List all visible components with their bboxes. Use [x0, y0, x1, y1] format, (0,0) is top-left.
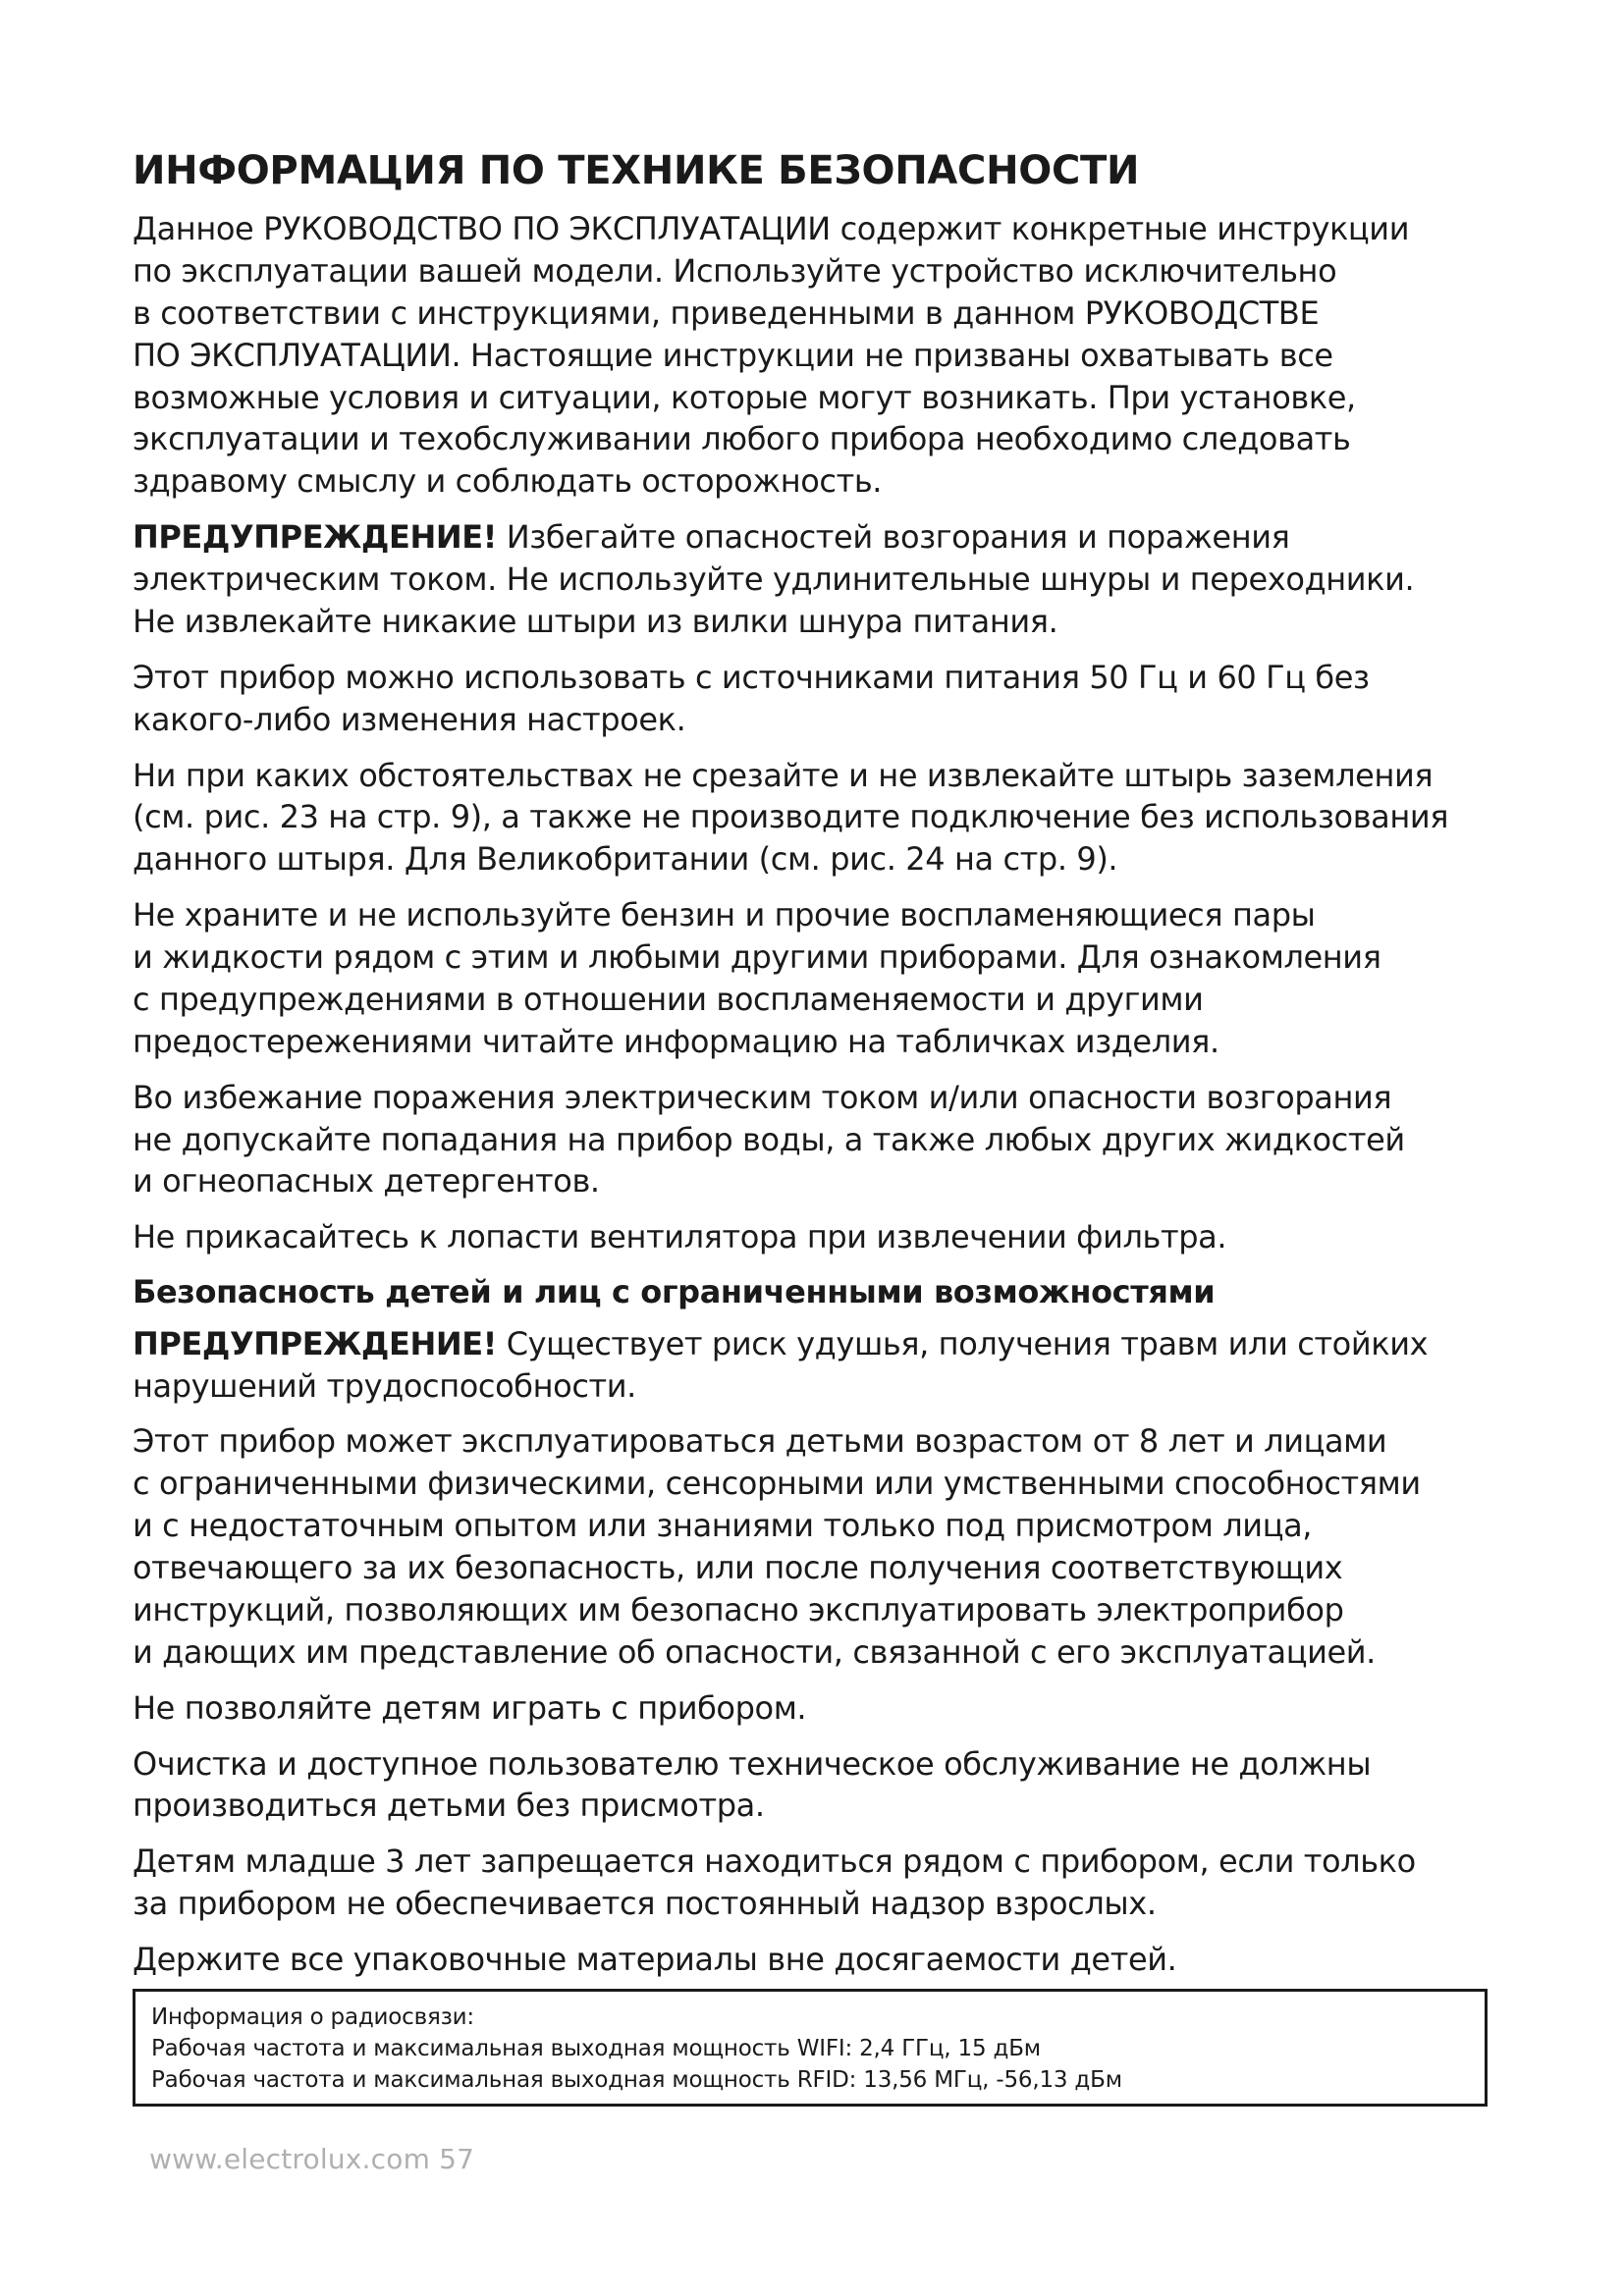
warning-label: ПРЕДУПРЕЖДЕНИЕ! — [133, 1324, 497, 1362]
cleaning-paragraph: Очистка и доступное пользователю техническое обслуживание не должны производиться детьми без присмотра. — [133, 1744, 1372, 1825]
radio-info-heading: Информация о радиосвязи: — [151, 2004, 474, 2030]
warning-suffocation — [133, 1323, 1507, 1408]
radio-info-box — [133, 1989, 1488, 2107]
water-paragraph: Во избежание поражения электрическим током и/или опасности возгорания не допускайте попадания на прибор воды, а также любых других жидкостей и огнеопасных детергентов. — [133, 1078, 1405, 1201]
warning-label: ПРЕДУПРЕЖДЕНИЕ! — [133, 518, 497, 557]
fan-paragraph: Не прикасайтесь к лопасти вентилятора при извлечении фильтра. — [133, 1218, 1227, 1256]
children-safety-heading: Безопасность детей и лиц с ограниченными возможностями — [133, 1273, 1216, 1311]
warning-text: Существует риск удушья, получения травм или стойких нарушений трудоспособности. — [133, 1324, 1429, 1405]
intro-paragraph: Данное РУКОВОДСТВО ПО ЭКСПЛУАТАЦИИ содержит конкретные инструкции по эксплуатации вашей модели. Используйте устройство исключительно в соответствии с инструкциями, приведенными в данном РУКОВОДСТВЕ ПО ЭКСПЛУАТАЦИИ. Настоящие инструкции не призваны охватывать все возможные условия и ситуации, которые могут возникать. При установке, эксплуатации и техобслуживании любого прибора необходимо следовать здравому смыслу и соблюдать осторожность. — [133, 210, 1410, 501]
footer-site: www.electrolux.com — [149, 2143, 431, 2175]
footer-page-number: 57 — [439, 2143, 475, 2175]
play-paragraph: Не позволяйте детям играть с прибором. — [133, 1688, 807, 1727]
warning-text: Избегайте опасностей возгорания и поражения электрическим током. Не используйте удлинительные шнуры и переходники. Не извлекайте никакие штыри из вилки шнура питания. — [133, 518, 1415, 640]
packaging-paragraph: Держите все упаковочные материалы вне досягаемости детей. — [133, 1941, 1177, 1979]
warning-fire-shock — [133, 516, 1507, 643]
page-footer — [149, 2143, 474, 2175]
grounding-paragraph: Ни при каких обстоятельствах не срезайте и не извлекайте штырь заземления (см. рис. 23 на стр. 9), а также не производите подключение без использования данного штыря. Для Великобритании (см. рис. 24 на стр. 9). — [133, 756, 1449, 879]
page-title: ИНФОРМАЦИЯ ПО ТЕХНИКЕ БЕЗОПАСНОСТИ — [133, 148, 1140, 193]
age-paragraph: Этот прибор может эксплуатироваться детьми возрастом от 8 лет и лицами с ограниченными физическими, сенсорными или умственными способностями и с недостаточным опытом или знаниями только под присмотром лица, отвечающего за их безопасность, или после получения соответствующих инструкций, позволяющих им безопасно эксплуатировать электроприбор и дающих им представление об опасности, связанной с его эксплуатацией. — [133, 1422, 1421, 1671]
under-3-paragraph: Детям младше 3 лет запрещается находиться рядом с прибором, если только за прибором не обеспечивается постоянный надзор взрослых. — [133, 1842, 1416, 1923]
flammable-paragraph: Не храните и не используйте бензин и прочие воспламеняющиеся пары и жидкости рядом с этим и любыми другими приборами. Для ознакомления с предупреждениями в отношении воспламеняемости и другими предостережениями читайте информацию на табличках изделия. — [133, 896, 1381, 1060]
radio-info-wifi: Рабочая частота и максимальная выходная мощность WIFI: 2,4 ГГц, 15 дБм — [151, 2036, 1041, 2062]
frequency-paragraph: Этот прибор можно использовать с источниками питания 50 Гц и 60 Гц без какого-либо изменения настроек. — [133, 658, 1370, 738]
page-content — [133, 147, 1507, 1995]
radio-info-rfid: Рабочая частота и максимальная выходная мощность RFID: 13,56 МГц, -56,13 дБм — [151, 2067, 1122, 2094]
